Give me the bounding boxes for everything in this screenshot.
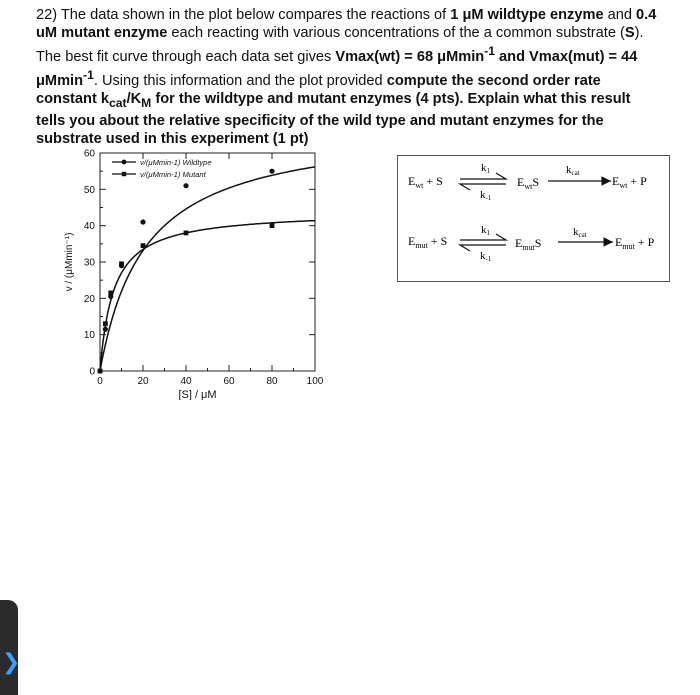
kinetics-chart bbox=[50, 140, 340, 400]
series-line-1 bbox=[100, 167, 315, 371]
q-text: ). The best fit curve through each data set gives bbox=[36, 25, 644, 65]
x-tick-label: 40 bbox=[180, 376, 192, 387]
q-bold: Vmax(wt) = 68 μMmin bbox=[335, 48, 485, 65]
mutant-point bbox=[184, 231, 189, 236]
q-bold: /K bbox=[126, 90, 142, 107]
wildtype-point bbox=[269, 169, 274, 174]
q-text: and bbox=[603, 7, 637, 23]
x-tick-label: 100 bbox=[306, 376, 324, 387]
q-bold: S bbox=[624, 25, 635, 41]
y-tick-label: 20 bbox=[83, 293, 95, 305]
q-text: 22) The data shown in the plot below compares the reactions of bbox=[36, 7, 451, 23]
q-sup: -1 bbox=[484, 44, 495, 58]
mutant-point bbox=[119, 261, 124, 266]
y-axis-label: v / (μMmin⁻¹) bbox=[64, 232, 75, 292]
sidebar-tab[interactable] bbox=[0, 600, 21, 695]
q-bold: 1 μM wildtype enzyme bbox=[450, 7, 604, 23]
x-axis-label: [S] / μM bbox=[178, 389, 217, 400]
q-sub: cat bbox=[108, 95, 127, 110]
plot-frame bbox=[100, 153, 315, 371]
legend-marker-wildtype bbox=[122, 160, 127, 165]
q-text: . Using this information and the plot provided bbox=[93, 72, 387, 89]
q-bold: Vmax(mut) = 44 μMmin bbox=[36, 48, 638, 89]
q-bold: for the wildtype and mutant enzymes (4 pts). Explain what this result tells you about the relative specificity of the wild type and mutant enzymes for the substrate used in this experiment (1 pt) bbox=[36, 90, 631, 147]
wt-kr: k-1 bbox=[480, 189, 492, 202]
mut-kcat: kcat bbox=[573, 226, 587, 239]
mutant-point bbox=[270, 223, 275, 228]
q-bold: compute the second order rate constant k bbox=[36, 72, 601, 107]
wt-product: $E_{wt} + P$ bbox=[612, 174, 647, 190]
wt-kf: k1 bbox=[481, 162, 490, 175]
mutant-point bbox=[141, 243, 146, 248]
mut-kf: k1 bbox=[481, 224, 490, 237]
q-bold: and bbox=[494, 48, 530, 65]
x-tick-label: 60 bbox=[223, 376, 235, 387]
x-tick-label: 80 bbox=[266, 376, 278, 387]
x-tick-label: 0 bbox=[97, 376, 103, 387]
wt-complex: $E_{wt}S$ bbox=[517, 175, 540, 191]
mut-complex: $E_{mut}S$ bbox=[515, 236, 542, 252]
mutant-point bbox=[103, 321, 108, 326]
q-sup: -1 bbox=[83, 67, 94, 82]
x-tick-label: 20 bbox=[137, 376, 149, 387]
mut-product: $E_{mut} + P$ bbox=[615, 235, 655, 251]
y-tick-label: 50 bbox=[83, 184, 95, 196]
legend-marker-mutant bbox=[122, 172, 126, 176]
mutant-point bbox=[108, 290, 113, 295]
mutant-point bbox=[98, 369, 103, 374]
mut-reactant: $E_{mut} + S$ bbox=[408, 234, 448, 250]
legend-label-2: v/(μMmin-1) Mutant bbox=[140, 170, 206, 179]
y-tick-label: 0 bbox=[89, 366, 95, 378]
y-tick-label: 60 bbox=[83, 148, 95, 160]
y-tick-label: 40 bbox=[83, 221, 95, 233]
chart-svg bbox=[50, 140, 340, 400]
question-text bbox=[36, 6, 658, 148]
wt-reactant: $E_{wt} + S$ bbox=[408, 174, 443, 190]
wildtype-point bbox=[183, 183, 188, 188]
y-tick-label: 10 bbox=[83, 330, 95, 342]
wt-kcat: kcat bbox=[566, 164, 580, 177]
q-bold: 0.4 uM mutant enzyme bbox=[36, 7, 657, 41]
q-text: each reacting with various concentrations of the a common substrate ( bbox=[167, 25, 625, 41]
y-tick-label: 30 bbox=[83, 257, 95, 269]
wildtype-point bbox=[140, 219, 145, 224]
scheme-svg bbox=[398, 156, 669, 281]
reaction-scheme bbox=[397, 155, 670, 282]
series-line-2 bbox=[100, 221, 315, 371]
q-sub: M bbox=[141, 95, 152, 110]
mut-kr: k-1 bbox=[480, 250, 492, 263]
legend-label-1: v/(μMmin-1) Wildtype bbox=[140, 158, 212, 167]
chevron-right-icon[interactable]: ❯ bbox=[2, 650, 21, 675]
